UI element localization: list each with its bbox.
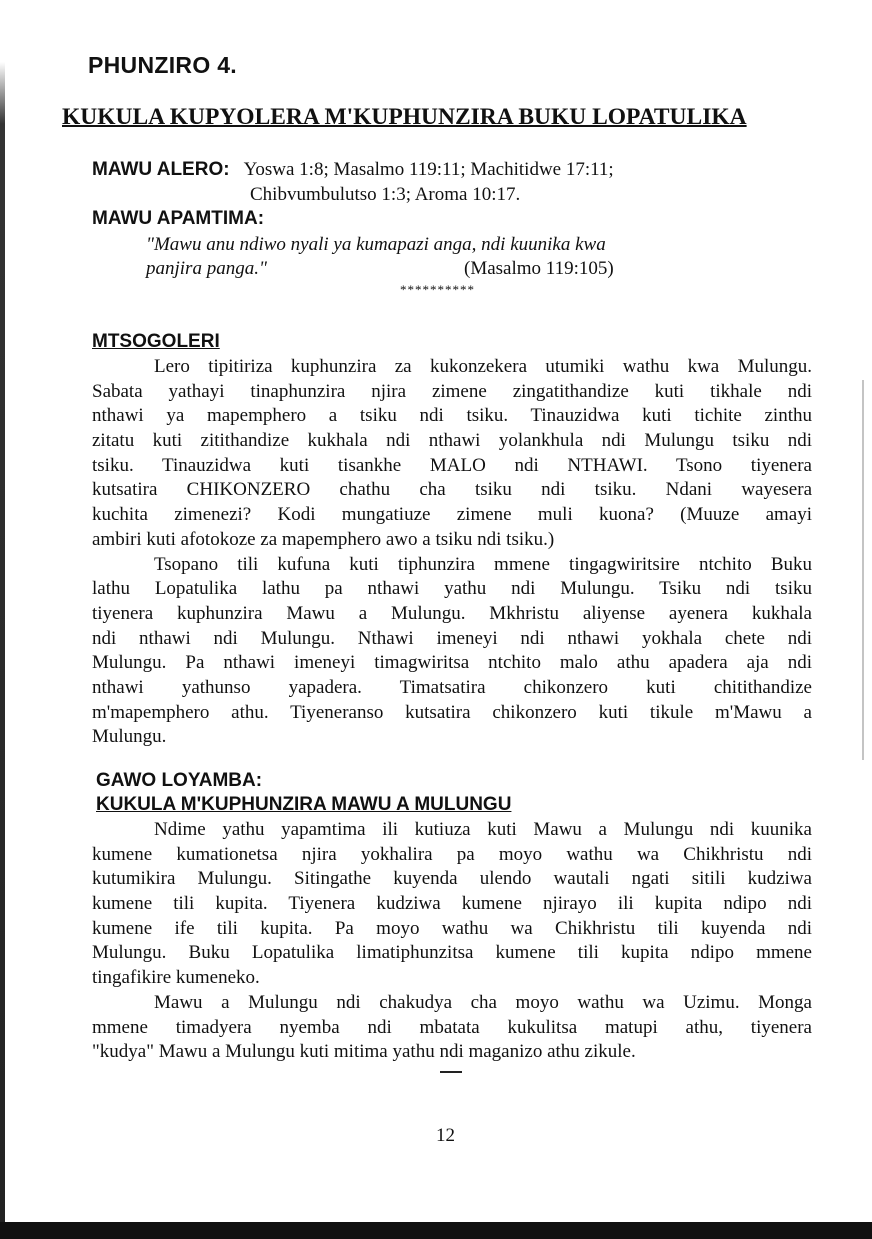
paragraph-line: mmene timadyera nyemba ndi mbatata kukulitsa matupi athu, tiyenera xyxy=(92,1016,812,1038)
intro-body xyxy=(92,355,812,750)
paragraph-line: ambiri kuti afotokoze za mapemphero awo a tsiku ndi tsiku.) xyxy=(92,528,555,550)
paragraph-line: kumene kumationetsa njira yokhalira pa moyo wathu wa Chikhristu ndi xyxy=(92,843,812,865)
paragraph-line: Ndime yathu yapamtima ili kutiuza kuti Mawu a Mulungu ndi kuunika xyxy=(154,819,812,840)
paragraph-line: kutumikira Mulungu. Sitingathe kuyenda ulendo wautali ngati sitili kudziwa xyxy=(92,868,812,890)
paragraph-line: lathu Lopatulika lathu pa nthawi yathu ndi Mulungu. Tsiku ndi tsiku xyxy=(92,578,812,600)
references-line-2: Chibvumbulutso 1:3; Aroma 10:17. xyxy=(250,184,521,205)
paragraph-line: "kudya" Mawu a Mulungu kuti mitima yathu ndi maganizo athu zikule. xyxy=(92,1041,636,1063)
paragraph-line: Mulungu. Pa nthawi imeneyi timagwiritsa ntchito malo athu apadera aja ndi xyxy=(92,652,812,674)
paragraph-line: Mawu a Mulungu ndi chakudya cha moyo wathu wa Uzimu. Monga xyxy=(154,991,812,1013)
paragraph-line: Tsopano tili kufuna kuti tiphunzira mmene tingagwiritsire ntchito Buku xyxy=(154,553,812,575)
references xyxy=(92,159,614,181)
paragraph-line: ndi nthawi ndi Mulungu. Nthawi imeneyi ndi nthawi yokhala chete ndi xyxy=(92,627,812,649)
memory-verse-line-1: "Mawu anu ndiwo nyali ya kumapazi anga, ndi kuunika kwa xyxy=(146,234,606,255)
paragraph-line: kumene tili kupita. Tiyenera kudziwa kumene njirayo ili kupita ndipo ndi xyxy=(92,893,812,915)
paragraph-line: tiyenera kuphunzira Mawu a Mulungu. Mkhristu aliyense ayenera kukhala xyxy=(92,602,812,624)
paragraph-line: Mulungu. xyxy=(92,726,167,748)
paragraph-line: nthawi ya mapemphero a tsiku ndi tsiku. Tinauzidwa kuti tichite zinthu xyxy=(92,405,812,427)
paragraph-line: m'mapemphero athu. Tiyeneranso kutsatira chikonzero kuti tikule m'Mawu a xyxy=(92,701,812,723)
scan-right-edge-noise xyxy=(862,380,864,760)
paragraph-line: tsiku. Tinauzidwa kuti tisankhe MALO ndi NTHAWI. Tsono tiyenera xyxy=(92,454,812,476)
paragraph-line: Lero tipitiriza kuphunzira za kukonzekera utumiki wathu kwa Mulungu. xyxy=(154,356,812,377)
separator-stars: ********** xyxy=(400,282,475,297)
paragraph-line: kuchita zimenezi? Kodi mungatiuze zimene muli kuona? (Muuze amayi xyxy=(92,504,812,526)
part-one-subheading: KUKULA M'KUPHUNZIRA MAWU A MULUNGU xyxy=(96,794,512,815)
memory-verse-label: MAWU APAMTIMA: xyxy=(92,208,265,229)
scan-bottom-edge xyxy=(0,1222,872,1239)
paragraph-line: kumene ife tili kupita. Pa moyo wathu wa Chikhristu tili kuyenda ndi xyxy=(92,917,812,939)
lesson-heading: PHUNZIRO 4. xyxy=(88,52,237,78)
paragraph-line: Sabata yathayi tinaphunzira njira zimene zingatithandize kuti tikhale ndi xyxy=(92,380,812,402)
part-one-body xyxy=(92,818,812,1065)
references-line-1: Yoswa 1:8; Masalmo 119:11; Machitidwe 17:11; xyxy=(243,159,614,180)
intro-heading: MTSOGOLERI xyxy=(92,331,220,352)
paragraph-line: nthawi yathunso yapadera. Timatsatira chikonzero kuti chitithandize xyxy=(92,676,812,698)
page-number: 12 xyxy=(436,1125,455,1146)
paragraph-line: zitatu kuti zitithandize kukhala ndi nthawi yolankhula ndi Mulungu tsiku ndi xyxy=(92,430,812,452)
references-label: MAWU ALERO: xyxy=(92,159,230,180)
memory-verse-citation: (Masalmo 119:105) xyxy=(464,258,614,279)
scan-left-edge xyxy=(0,0,5,1239)
lesson-title: KUKULA KUPYOLERA M'KUPHUNZIRA BUKU LOPATULIKA xyxy=(62,104,747,130)
part-one-heading: GAWO LOYAMBA: xyxy=(96,770,263,791)
paragraph-line: Mulungu. Buku Lopatulika limatiphunzitsa kumene tili kupita ndipo mmene xyxy=(92,942,812,964)
paragraph-line: kutsatira CHIKONZERO chathu cha tsiku ndi tsiku. Ndani wayesera xyxy=(92,479,812,501)
memory-verse-line-2: panjira panga." xyxy=(146,258,267,279)
paragraph-line: tingafikire kumeneko. xyxy=(92,967,260,989)
end-rule xyxy=(440,1071,462,1073)
